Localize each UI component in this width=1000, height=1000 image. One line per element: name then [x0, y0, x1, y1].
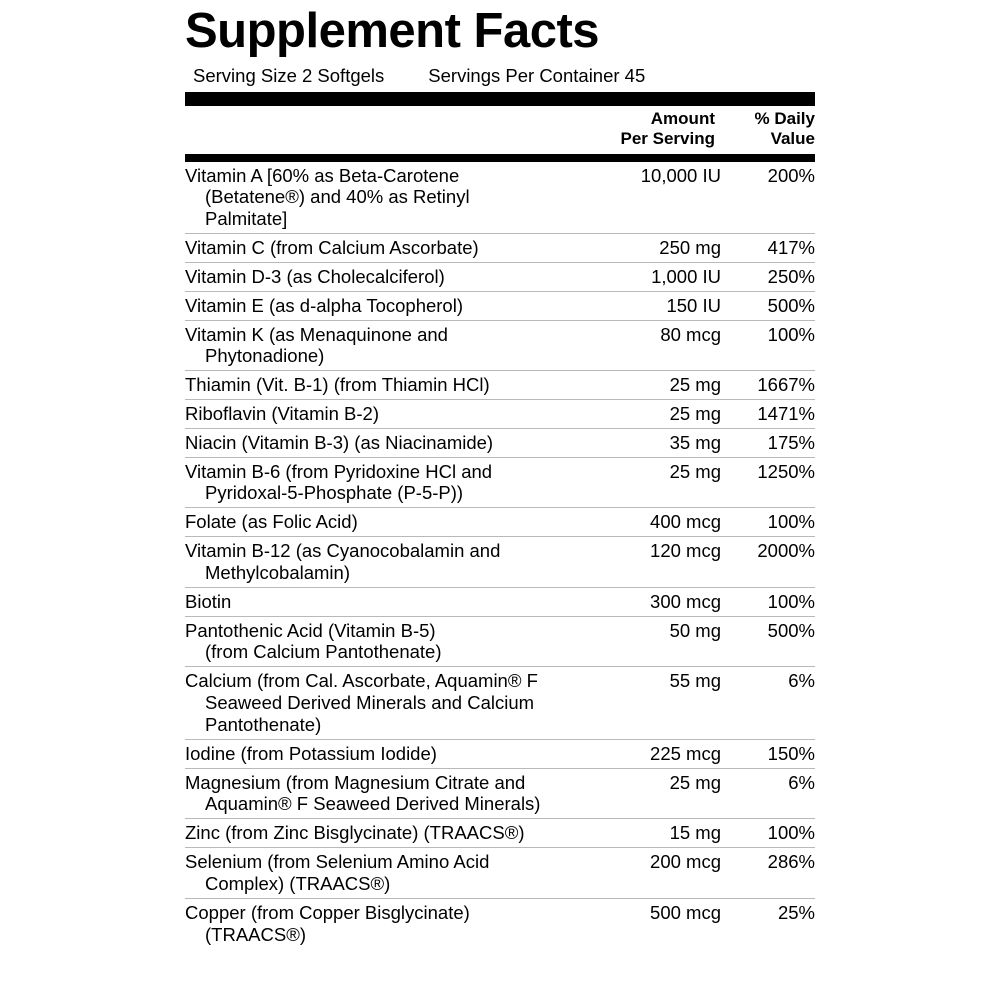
table-row — [185, 457, 815, 508]
daily-value-cell: 175% — [721, 428, 815, 457]
daily-value-cell: 417% — [721, 234, 815, 263]
nutrient-name-line1: Vitamin A [60% as Beta-Carotene — [185, 164, 460, 186]
table-row — [185, 162, 815, 234]
amount-cell: 400 mcg — [543, 508, 721, 537]
daily-value-cell: 100% — [721, 320, 815, 371]
daily-value-cell: 500% — [721, 616, 815, 667]
supplement-facts-label — [0, 6, 1000, 1000]
nutrient-name-line2: (TRAACS®) — [205, 923, 306, 945]
amount-cell: 120 mcg — [543, 537, 721, 588]
nutrient-name-line1: Folate (as Folic Acid) — [185, 511, 358, 533]
header-amount-line2: Per Serving — [620, 128, 715, 148]
daily-value-cell: 25% — [777, 901, 815, 923]
nutrient-name-cell — [185, 457, 543, 508]
nutrient-name-cell — [185, 371, 543, 400]
nutrient-name-line1: Niacin (Vitamin B-3) (as Niacinamide) — [185, 431, 494, 453]
nutrient-name-line1: Vitamin D-3 (as Cholecalciferol) — [185, 265, 445, 287]
nutrient-name-line1: Biotin — [185, 590, 232, 612]
nutrient-name-cell — [185, 739, 543, 768]
daily-value-cell: 250% — [721, 262, 815, 291]
table-row — [185, 234, 815, 263]
amount-cell: 25 mg — [543, 371, 721, 400]
nutrient-name-cell — [185, 537, 543, 588]
table-header — [185, 106, 815, 151]
nutrient-name-cell — [185, 587, 543, 616]
amount-cell: 80 mcg — [543, 320, 721, 371]
serving-info — [185, 65, 815, 87]
nutrient-name-cell — [185, 616, 543, 667]
nutrient-name-line2: Phytonadione) — [205, 345, 325, 367]
amount-cell: 225 mcg — [543, 739, 721, 768]
divider-thick-top — [185, 92, 815, 106]
nutrient-name-line1: Pantothenic Acid (Vitamin B-5) — [185, 619, 436, 641]
table-row — [185, 320, 815, 371]
nutrient-name-cell — [185, 898, 543, 948]
nutrient-name-line1: Riboflavin (Vitamin B-2) — [185, 402, 379, 424]
nutrient-name-line2: (Betatene®) and 40% as Retinyl Palmitate] — [205, 186, 470, 230]
daily-value-cell: 6% — [721, 768, 815, 819]
nutrient-name-cell — [185, 291, 543, 320]
nutrient-name-line1: Vitamin C (from Calcium Ascorbate) — [185, 237, 479, 259]
daily-value-cell: 200% — [721, 162, 815, 234]
amount-cell: 50 mg — [543, 616, 721, 667]
daily-value-cell: 286% — [721, 848, 815, 899]
daily-value-cell: 100% — [721, 819, 815, 848]
daily-value-cell: 500% — [721, 291, 815, 320]
divider-medium — [185, 154, 815, 162]
nutrient-name-line1: Iodine (from Potassium Iodide) — [185, 742, 437, 764]
table-row — [185, 667, 815, 739]
amount-cell: 250 mg — [543, 234, 721, 263]
nutrient-name-line1: Magnesium (from Magnesium Citrate and — [185, 771, 526, 793]
nutrient-name-line1: Zinc (from Zinc Bisglycinate) (TRAACS®) — [185, 822, 525, 844]
nutrient-name-cell — [185, 508, 543, 537]
table-row — [185, 768, 815, 819]
nutrient-table-body — [185, 162, 815, 949]
amount-cell: 300 mcg — [543, 587, 721, 616]
nutrient-name-line2: Methylcobalamin) — [205, 561, 350, 583]
table-row — [185, 848, 815, 899]
nutrient-name-cell — [185, 234, 543, 263]
header-amount — [543, 109, 721, 148]
nutrient-name-cell — [185, 768, 543, 819]
daily-value-cell: 1250% — [721, 457, 815, 508]
amount-cell: 150 IU — [543, 291, 721, 320]
nutrient-table — [185, 162, 815, 949]
table-row — [185, 371, 815, 400]
nutrient-name-cell — [185, 399, 543, 428]
nutrient-name-line1: Calcium (from Cal. Ascorbate, Aquamin® F — [185, 670, 538, 692]
nutrient-name-line1: Vitamin B-6 (from Pyridoxine HCl and — [185, 460, 493, 482]
daily-value-cell: 2000% — [721, 537, 815, 588]
table-row — [185, 587, 815, 616]
amount-cell: 200 mcg — [543, 848, 721, 899]
serving-spacer — [384, 65, 428, 87]
amount-cell: 1,000 IU — [543, 262, 721, 291]
table-row — [185, 819, 815, 848]
amount-cell: 25 mg — [543, 768, 721, 819]
amount-cell: 25 mg — [543, 457, 721, 508]
serving-size: Serving Size 2 Softgels — [193, 65, 385, 87]
amount-cell: 10,000 IU — [543, 162, 721, 234]
daily-value-cell: 1667% — [721, 371, 815, 400]
nutrient-name-cell — [185, 262, 543, 291]
amount-cell: 55 mg — [543, 667, 721, 739]
nutrient-name-cell — [185, 819, 543, 848]
nutrient-name-cell — [185, 162, 543, 234]
nutrient-name-line2: Seaweed Derived Minerals and Calcium Pantothenate) — [205, 692, 535, 735]
daily-value-cell: 150% — [721, 739, 815, 768]
nutrient-name-line2: Pyridoxal-5-Phosphate (P-5-P)) — [205, 482, 464, 504]
daily-value-cell: 6% — [721, 667, 815, 739]
amount-cell: 25 mg — [543, 399, 721, 428]
nutrient-name-line1: Thiamin (Vit. B-1) (from Thiamin HCl) — [185, 374, 490, 396]
table-row — [185, 739, 815, 768]
nutrient-name-line1: Vitamin B-12 (as Cyanocobalamin and — [185, 540, 501, 562]
table-row — [185, 291, 815, 320]
amount-cell: 15 mg — [543, 819, 721, 848]
table-row — [185, 508, 815, 537]
nutrient-name-line1: Selenium (from Selenium Amino Acid — [185, 851, 490, 873]
table-row — [185, 537, 815, 588]
nutrient-name-cell — [185, 848, 543, 899]
servings-per-container: Servings Per Container 45 — [428, 65, 646, 87]
nutrient-name-line2: Complex) (TRAACS®) — [205, 872, 391, 894]
table-row — [185, 262, 815, 291]
nutrient-name-line1: Vitamin E (as d-alpha Tocopherol) — [185, 294, 463, 316]
nutrient-name-line2: (from Calcium Pantothenate) — [205, 641, 442, 663]
nutrient-name-cell — [185, 667, 543, 739]
header-dv-line2: Value — [770, 128, 815, 148]
nutrient-name-line2: Aquamin® F Seaweed Derived Minerals) — [205, 793, 541, 815]
daily-value-cell: 100% — [721, 587, 815, 616]
amount-cell: 35 mg — [543, 428, 721, 457]
header-dv-line1: % Daily — [754, 109, 815, 129]
nutrient-name-cell — [185, 320, 543, 371]
header-daily-value — [721, 109, 815, 148]
nutrient-name-cell — [185, 428, 543, 457]
daily-value-cell: 1471% — [721, 399, 815, 428]
nutrient-name-line1: Copper (from Copper Bisglycinate) — [185, 901, 470, 923]
amount-cell: 500 mcg — [650, 901, 721, 923]
table-row — [185, 428, 815, 457]
table-row — [185, 616, 815, 667]
table-row — [185, 898, 815, 948]
daily-value-cell: 100% — [721, 508, 815, 537]
table-row — [185, 399, 815, 428]
page-title: Supplement Facts — [185, 4, 600, 58]
header-amount-line1: Amount — [650, 109, 715, 129]
nutrient-name-line1: Vitamin K (as Menaquinone and — [185, 323, 448, 345]
